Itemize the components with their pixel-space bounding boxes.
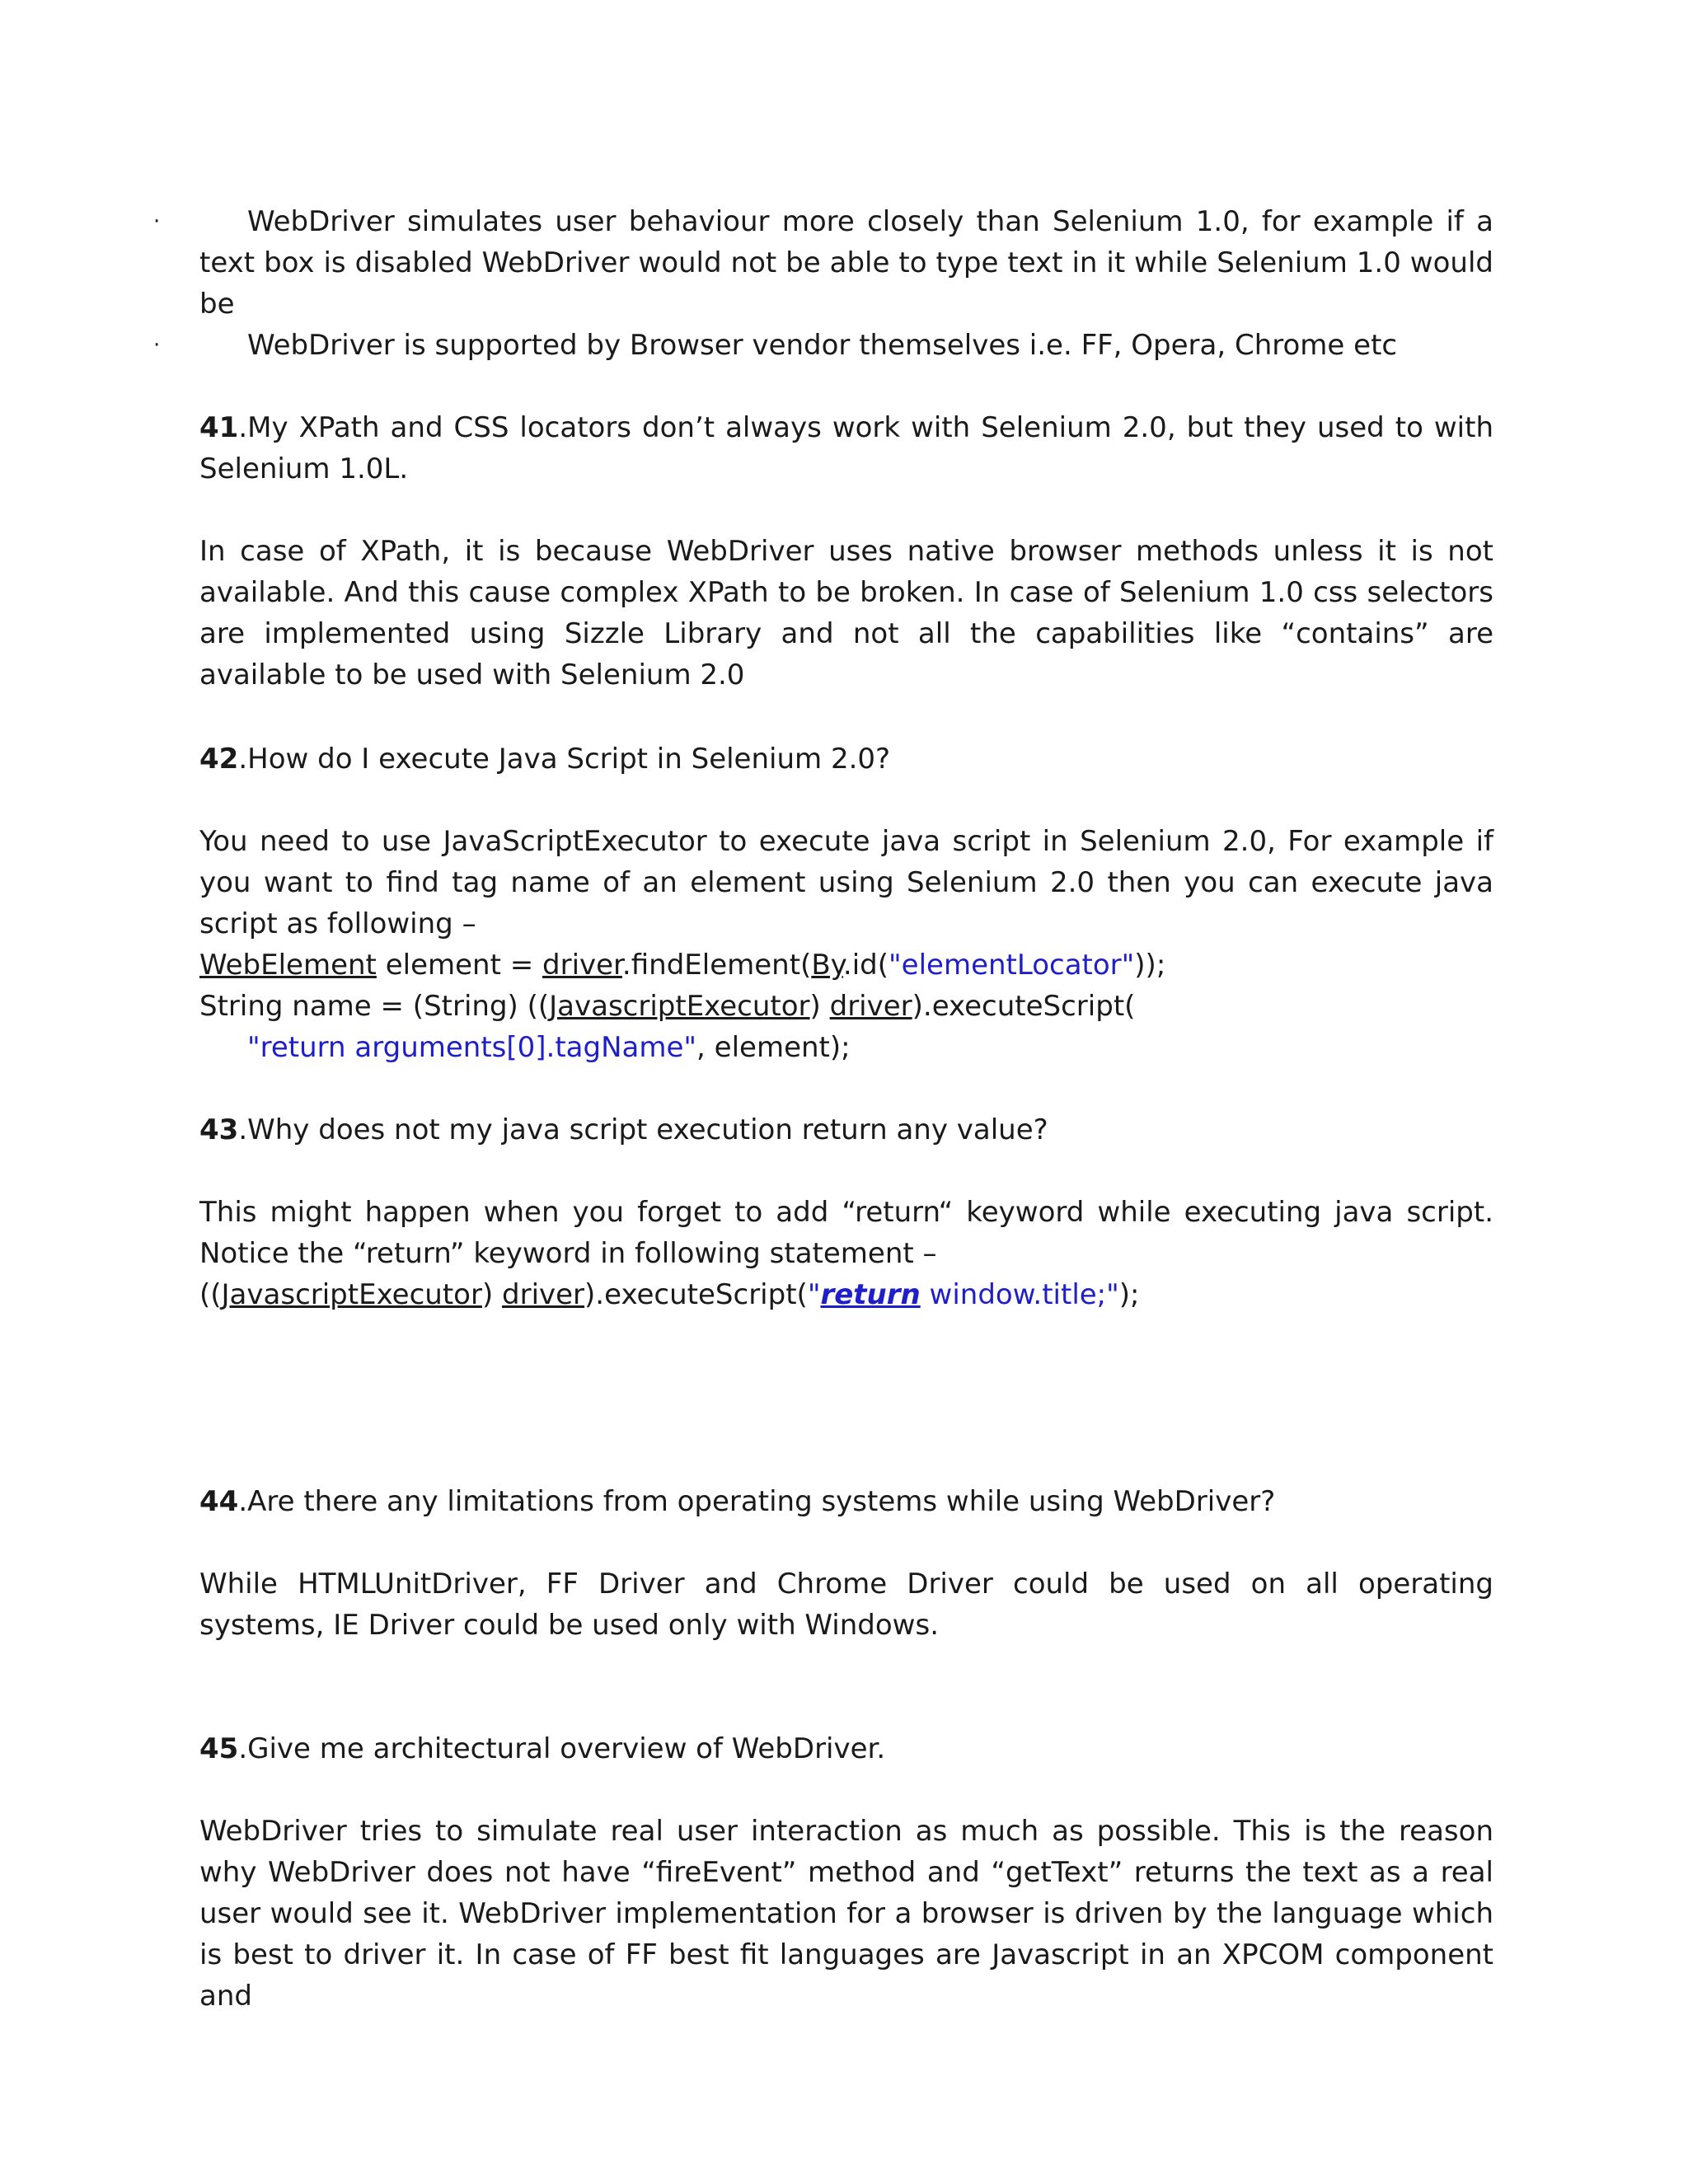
code-keyword: return: [820, 1278, 921, 1311]
code-class: JavascriptExecutor: [549, 990, 810, 1023]
question-number: 44: [199, 1485, 239, 1518]
question-45: [199, 1728, 1493, 1769]
code-text: .id(: [842, 949, 889, 982]
code-line: [199, 986, 1493, 1027]
code-text: ));: [1134, 949, 1166, 982]
code-text: ): [481, 1278, 503, 1311]
question-number: 41: [199, 411, 239, 444]
answer-43: This might happen when you forget to add “return“ keyword while executing java script. Notice the “return” keyword in following statement –: [199, 1196, 1493, 1270]
question-text: .How do I execute Java Script in Selenium 2.0?: [238, 743, 891, 776]
answer-42: You need to use JavaScriptExecutor to execute java script in Selenium 2.0, For example if you want to find tag name of an element using Selenium 2.0 then you can execute java script as following –: [199, 825, 1493, 940]
code-text: .findElement(: [621, 949, 812, 982]
code-text: ).executeScript(: [912, 990, 1136, 1023]
code-type: WebElement: [199, 949, 377, 982]
code-text: String name = (String) ((: [199, 990, 550, 1023]
question-number: 45: [199, 1732, 239, 1765]
question-number: 43: [199, 1113, 239, 1146]
answer-44: While HTMLUnitDriver, FF Driver and Chrome Driver could be used on all operating systems, IE Driver could be used only with Windows.: [199, 1568, 1493, 1642]
code-by: By: [811, 949, 843, 982]
code-text: );: [1118, 1278, 1140, 1311]
code-text: element =: [376, 949, 543, 982]
code-driver: driver: [542, 949, 622, 982]
question-41: [199, 407, 1493, 490]
code-class: JavascriptExecutor: [221, 1278, 482, 1311]
code-text: , element);: [696, 1031, 851, 1064]
bullet-item: WebDriver simulates user behaviour more closely than Selenium 1.0, for example if a text box is disabled WebDriver would not be able to type text in it while Selenium 1.0 would be: [199, 205, 1493, 321]
code-line-43: [199, 1274, 1493, 1315]
question-number: 42: [199, 743, 239, 776]
code-text: ((: [199, 1278, 222, 1311]
code-text: ).executeScript(: [584, 1278, 808, 1311]
bullet-marker: ·: [153, 333, 161, 358]
question-43: [199, 1109, 1493, 1151]
question-text: .Give me architectural overview of WebDriver.: [238, 1732, 886, 1765]
code-string: "return arguments[0].tagName": [247, 1031, 697, 1064]
question-42: [199, 738, 1493, 780]
question-text: .Why does not my java script execution return any value?: [238, 1113, 1048, 1146]
code-driver: driver: [829, 990, 912, 1023]
code-string: ": [807, 1278, 821, 1311]
bullet-marker: ·: [153, 209, 161, 234]
code-line: [199, 1027, 1493, 1068]
question-text: .Are there any limitations from operating systems while using WebDriver?: [238, 1485, 1276, 1518]
answer-41: In case of XPath, it is because WebDriver uses native browser methods unless it is not available. And this cause complex XPath to be broken. In case of Selenium 1.0 css selectors are implemented using Sizzle Library and not all the capabilities like “contains” are available to be used with Selenium 2.0: [199, 535, 1493, 691]
answer-45: WebDriver tries to simulate real user interaction as much as possible. This is the reason why WebDriver does not have “fireEvent” method and “getText” returns the text as a real user would see it. WebDriver implementation for a browser is driven by the language which is best to driver it. In case of FF best fit languages are Javascript in an XPCOM component and: [199, 1815, 1493, 2013]
question-44: [199, 1481, 1493, 1522]
code-string: "elementLocator": [889, 949, 1135, 982]
code-string: window.title;": [920, 1278, 1119, 1311]
code-text: ): [809, 990, 830, 1023]
question-text: .My XPath and CSS locators don’t always work with Selenium 2.0, but they used to with Selenium 1.0L.: [199, 411, 1493, 485]
code-driver: driver: [502, 1278, 585, 1311]
code-line: [199, 944, 1493, 986]
bullet-item: WebDriver is supported by Browser vendor themselves i.e. FF, Opera, Chrome etc: [247, 329, 1398, 362]
code-block-42: [199, 944, 1493, 1068]
